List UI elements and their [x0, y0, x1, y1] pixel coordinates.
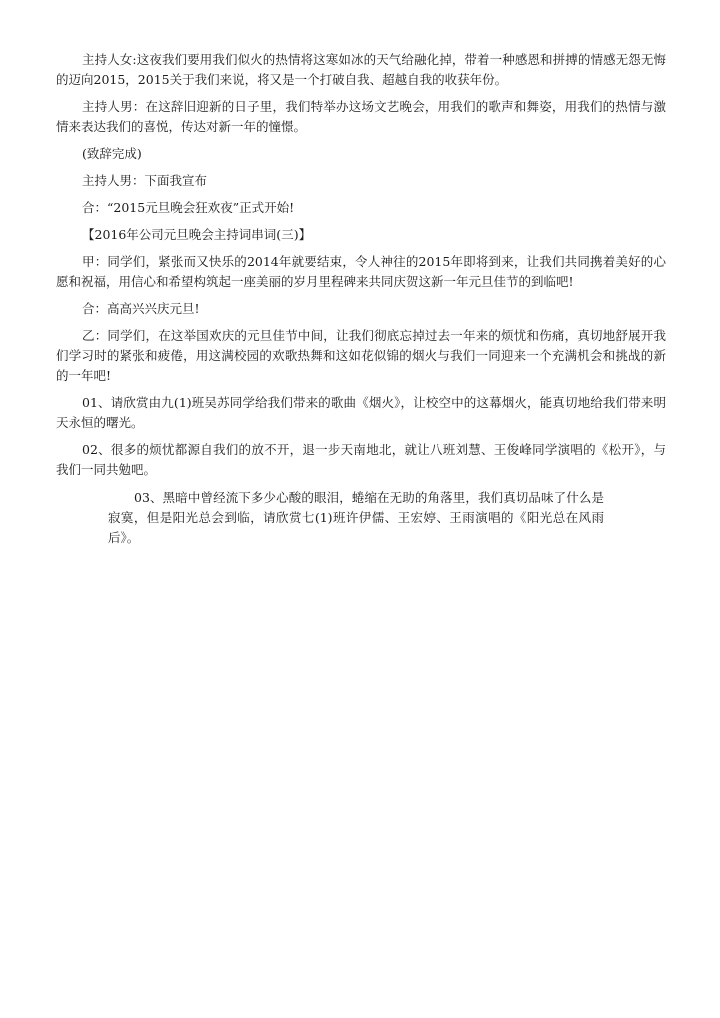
paragraph-program-03: 03、黑暗中曾经流下多少心酸的眼泪，蜷缩在无助的角落里，我们真切品味了什么是寂寞，但是阳光总会到临，请欣赏七(1)班许伊儒、王宏婷、王雨演唱的《阳光总在风雨后》。 [108, 490, 604, 545]
paragraph-program-02: 02、很多的烦忧都源自我们的放不开，退一步天南地北，就让八班刘慧、王俊峰同学演唱的《松开》，与我们一同共勉吧。 [56, 442, 666, 477]
paragraph-speech-done: (致辞完成) [82, 146, 142, 161]
paragraph-jia: 甲：同学们，紧张而又快乐的2014年就要结束，令人神往的2015年即将到来，让我们共同携着美好的心愿和祝福，用信心和希望构筑起一座美丽的岁月里程碑来共同庆贺这新一年元旦佳节的到临吧! [56, 254, 666, 289]
paragraph-announce: 主持人男：下面我宣布 [82, 173, 208, 188]
paragraph-program-01: 01、请欣赏由九(1)班吴苏同学给我们带来的歌曲《烟火》，让校空中的这幕烟火，能真切地给我们带来明天永恒的曙光。 [56, 395, 666, 430]
section-heading: 【2016年公司元旦晚会主持词串词(三)】 [82, 227, 312, 242]
paragraph-host-female: 主持人女:这夜我们要用我们似火的热情将这寒如冰的天气给融化掉，带着一种感恩和拼搏的情感无怨无悔的迈向2015，2015关于我们来说，将又是一个打破自我、超越自我的收获年份。 [56, 52, 666, 87]
paragraph-opening: 合：“2015元旦晚会狂欢夜”正式开始! [82, 200, 295, 215]
paragraph-host-male: 主持人男：在这辞旧迎新的日子里，我们特举办这场文艺晚会，用我们的歌声和舞姿，用我们的热情与激情来表达我们的喜悦，传达对新一年的憧憬。 [56, 99, 666, 134]
paragraph-together: 合：高高兴兴庆元旦! [82, 301, 200, 316]
paragraph-yi: 乙：同学们，在这举国欢庆的元旦佳节中间，让我们彻底忘掉过去一年来的烦忧和伤痛，真切地舒展开我们学习时的紧张和疲倦，用这满校园的欢歌热舞和这如花似锦的烟火与我们一同迎来一个充满机会和挑战的新的一年吧! [56, 328, 666, 383]
document-body [56, 50, 666, 548]
